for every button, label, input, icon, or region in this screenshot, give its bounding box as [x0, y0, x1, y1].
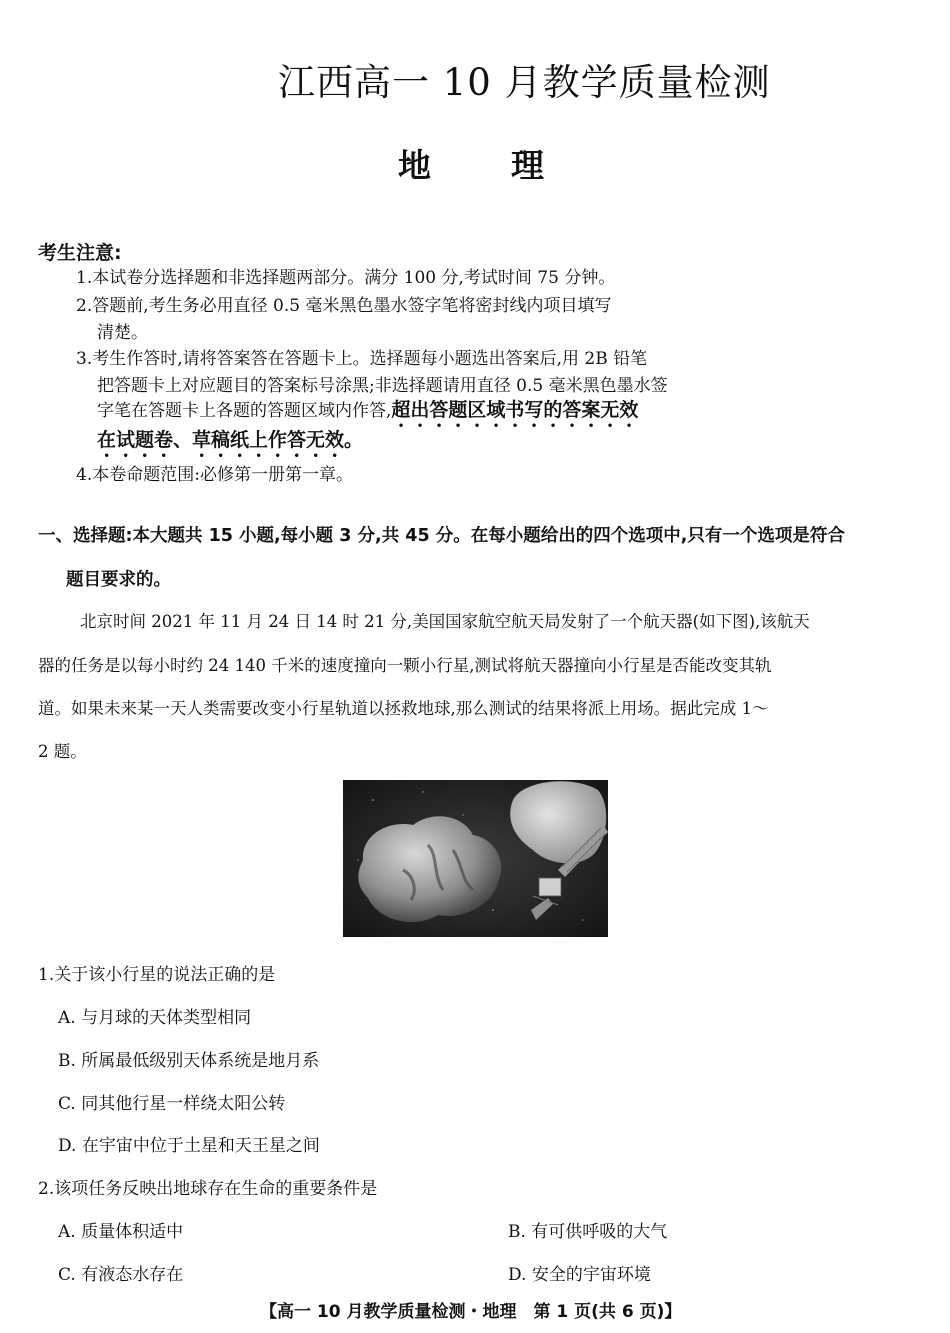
question-1-stem: 1.关于该小行星的说法正确的是 [38, 965, 276, 985]
page-footer: 【高一 10 月教学质量检测・地理 第 1 页(共 6 页)】 [260, 1302, 682, 1322]
question-2-option-d: D. 安全的宇宙环境 [508, 1265, 651, 1285]
question-2-stem: 2.该项任务反映出地球存在生命的重要条件是 [38, 1179, 378, 1199]
subject-char-2: 理 [511, 146, 546, 185]
question-2-option-b: B. 有可供呼吸的大气 [508, 1222, 668, 1242]
notice-item-3-line-4 [97, 428, 363, 462]
notice-item-3-line-2: 把答题卡上对应题目的答案标号涂黑;非选择题请用直径 0.5 毫米黑色墨水签 [97, 376, 668, 396]
notice-item-3-emphasis-2: 在试题卷、草稿纸上作答无效 [97, 429, 345, 451]
notice-item-2-line-1: 2.答题前,考生务必用直径 0.5 毫米黑色墨水签字笔将密封线内项目填写 [76, 296, 612, 316]
subject-char-1: 地 [398, 146, 433, 185]
question-2-option-a: A. 质量体积适中 [58, 1222, 184, 1242]
passage-line-2: 器的任务是以每小时约 24 140 千米的速度撞向一颗小行星,测试将航天器撞向小行星是否能改变其轨 [38, 656, 772, 675]
exam-title: 江西高一 10 月教学质量检测 [278, 61, 771, 104]
question-1-option-c: C. 同其他行星一样绕太阳公转 [58, 1094, 286, 1114]
passage-line-3: 道。如果未来某一天人类需要改变小行星轨道以拯救地球,那么测试的结果将派上用场。据此完成 1～ [38, 699, 769, 718]
section-heading-line-1: 一、选择题:本大题共 15 小题,每小题 3 分,共 45 分。在每小题给出的四个选项中,只有一个选项是符合 [38, 526, 845, 546]
question-1-option-a: A. 与月球的天体类型相同 [58, 1008, 252, 1028]
notice-item-3-emphasis-1: 超出答题区域书写的答案无效 [391, 399, 639, 421]
question-2-option-c: C. 有液态水存在 [58, 1265, 184, 1285]
question-1-option-d: D. 在宇宙中位于土星和天王星之间 [58, 1136, 320, 1156]
notice-item-2-line-2: 清楚。 [97, 323, 148, 343]
notice-heading: 考生注意: [38, 242, 122, 264]
notice-item-3-line-3 [97, 398, 638, 432]
notice-item-3-plain: 字笔在答题卡上各题的答题区域内作答, [97, 401, 392, 421]
notice-item-4: 4.本卷命题范围:必修第一册第一章。 [76, 465, 353, 485]
section-heading-line-2: 题目要求的。 [66, 570, 171, 590]
notice-item-3-end: 。 [344, 429, 364, 451]
question-1-option-b: B. 所属最低级别天体系统是地月系 [58, 1051, 320, 1071]
notice-item-1: 1.本试卷分选择题和非选择题两部分。满分 100 分,考试时间 75 分钟。 [76, 268, 616, 288]
notice-item-3-line-1: 3.考生作答时,请将答案答在答题卡上。选择题每小题选出答案后,用 2B 铅笔 [76, 349, 648, 369]
subject-title [398, 140, 546, 187]
passage-line-4: 2 题。 [38, 742, 87, 761]
spacecraft-asteroid-figure [343, 780, 608, 937]
passage-line-1: 北京时间 2021 年 11 月 24 日 14 时 21 分,美国国家航空航天局发射了一个航天器(如下图),该航天 [80, 612, 810, 631]
